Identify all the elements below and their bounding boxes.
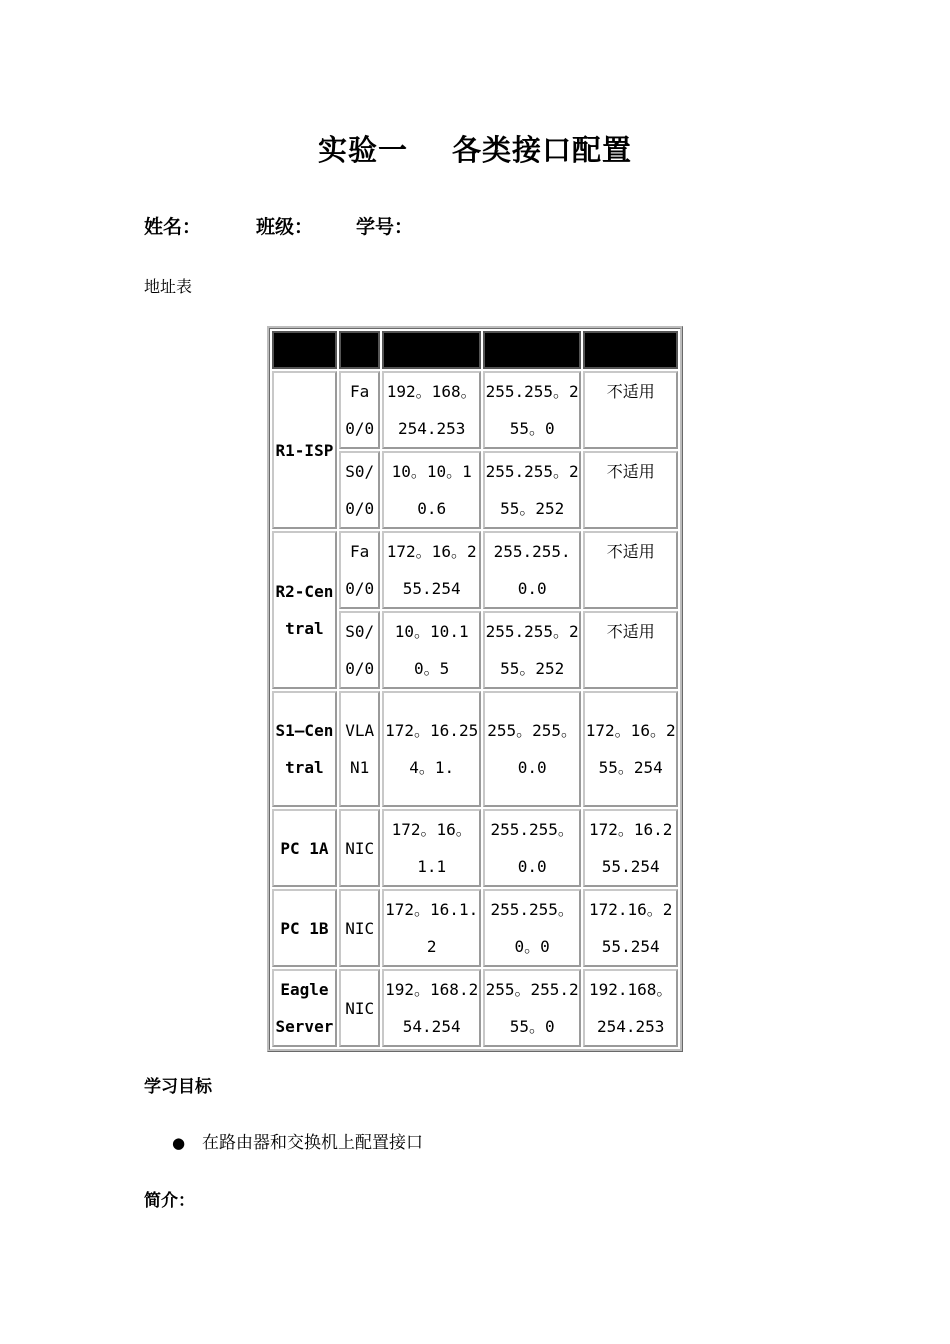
title-part-1: 实验一	[317, 133, 408, 167]
interface-cell: Fa0/0	[339, 531, 381, 609]
interface-cell: NIC	[339, 809, 381, 887]
gateway-cell: 不适用	[583, 371, 678, 449]
table-header-row	[272, 331, 678, 369]
address-table-label: 地址表	[144, 277, 193, 296]
mask-cell: 255.255。0。0	[483, 889, 581, 967]
ip-cell: 192。168。254.253	[382, 371, 480, 449]
table-row	[272, 531, 678, 609]
gateway-cell: 不适用	[583, 451, 678, 529]
interface-cell: VLAN1	[339, 691, 381, 807]
objectives-heading: 学习目标	[144, 1077, 212, 1097]
mask-cell: 255。255.255。0	[483, 969, 581, 1047]
device-cell: S1—Central	[272, 691, 337, 807]
interface-cell: NIC	[339, 889, 381, 967]
table-row	[272, 889, 678, 967]
interface-cell: NIC	[339, 969, 381, 1047]
table-row	[272, 969, 678, 1047]
student-info	[144, 212, 413, 239]
header-cell	[339, 331, 381, 369]
address-table	[267, 326, 683, 1052]
title-part-2: 各类接口配置	[452, 133, 633, 167]
ip-cell: 172。16.1.2	[382, 889, 480, 967]
gateway-cell: 192.168。254.253	[583, 969, 678, 1047]
interface-cell: S0/0/0	[339, 611, 381, 689]
name-label: 姓名：	[144, 216, 202, 238]
interface-cell: S0/0/0	[339, 451, 381, 529]
class-label: 班级：	[256, 216, 314, 238]
device-cell: Eagle Server	[272, 969, 337, 1047]
header-cell	[382, 331, 480, 369]
table-row	[272, 371, 678, 449]
gateway-cell: 172.16。255.254	[583, 889, 678, 967]
interface-cell: Fa0/0	[339, 371, 381, 449]
mask-cell: 255.255.0.0	[483, 531, 581, 609]
list-item-text: 在路由器和交换机上配置接口	[202, 1133, 423, 1153]
ip-cell: 172。16。255.254	[382, 531, 480, 609]
gateway-cell: 172。16。255。254	[583, 691, 678, 807]
ip-cell: 192。168.254.254	[382, 969, 480, 1047]
gateway-cell: 172。16.255.254	[583, 809, 678, 887]
table-row	[272, 691, 678, 807]
device-cell: PC 1B	[272, 889, 337, 967]
page-title	[0, 128, 950, 169]
header-cell	[483, 331, 581, 369]
ip-cell: 172。16.254。1.	[382, 691, 480, 807]
device-cell: R1-ISP	[272, 371, 337, 529]
device-cell: R2-Central	[272, 531, 337, 689]
device-cell: PC 1A	[272, 809, 337, 887]
mask-cell: 255.255。0.0	[483, 809, 581, 887]
ip-cell: 10。10.10。5	[382, 611, 480, 689]
gateway-cell: 不适用	[583, 611, 678, 689]
ip-cell: 172。16。1.1	[382, 809, 480, 887]
header-cell	[272, 331, 337, 369]
header-cell	[583, 331, 678, 369]
student-id-label: 学号：	[356, 216, 414, 238]
mask-cell: 255.255。255。0	[483, 371, 581, 449]
intro-heading: 简介：	[144, 1191, 195, 1211]
mask-cell: 255。255。0.0	[483, 691, 581, 807]
list-item	[172, 1128, 423, 1153]
table-row	[272, 809, 678, 887]
mask-cell: 255.255。255。252	[483, 611, 581, 689]
ip-cell: 10。10。10.6	[382, 451, 480, 529]
bullet-icon: ●	[172, 1134, 186, 1152]
mask-cell: 255.255。255。252	[483, 451, 581, 529]
gateway-cell: 不适用	[583, 531, 678, 609]
